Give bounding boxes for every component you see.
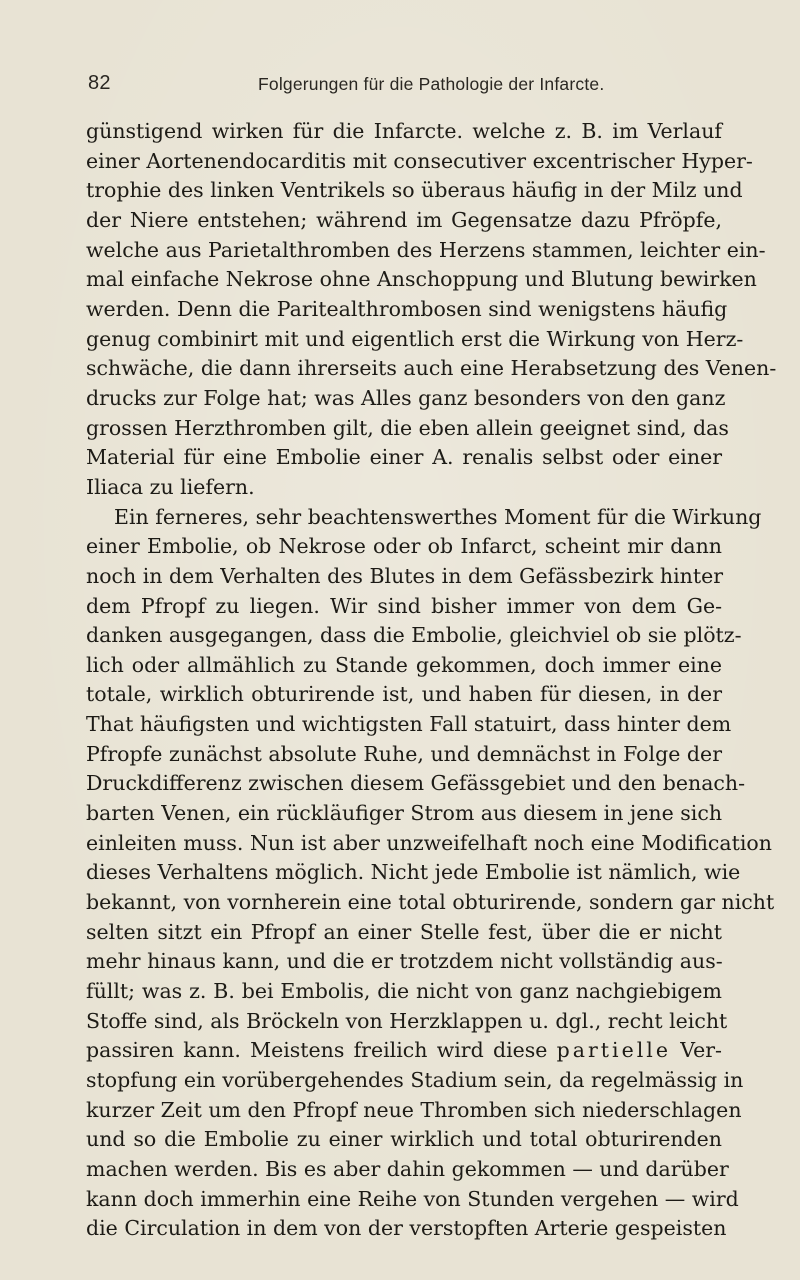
text-line: trophie des linken Ventrikels so überaus häufig in der Milz und (86, 178, 743, 203)
text-line: günstigend wirken für die Infarcte. welche z. B. im Verlauf (86, 119, 722, 143)
text-line: Druckdifferenz zwischen diesem Gefässgebiet und den benach- (86, 771, 746, 796)
spaced-emphasis-word: partielle (556, 1038, 671, 1063)
text-line: Material für eine Embolie einer A. renalis selbst oder einer (86, 445, 722, 470)
text-line: Ein ferneres, sehr beachtenswerthes Moment für die Wirkung (114, 504, 762, 529)
text-line: drucks zur Folge hat; was Alles ganz besonders von den ganz (86, 385, 726, 410)
text-line: und so die Embolie zu einer wirklich und total obturirenden (86, 1127, 722, 1152)
text-line: lich oder allmählich zu Stande gekommen, doch immer eine (86, 652, 722, 677)
text-line: die Circulation in dem von der verstopften Arterie gespeisten (86, 1216, 727, 1241)
text-line: Stoffe sind, als Bröckeln von Herzklappen u. dgl., recht leicht (86, 1008, 728, 1033)
text-line: der Niere entstehen; während im Gegensatze dazu Pfröpfe, (86, 207, 722, 232)
running-head (88, 72, 728, 102)
text-line: kann doch immerhin eine Reihe von Stunden vergehen — wird (86, 1186, 739, 1211)
paragraph-2 (86, 503, 775, 1244)
text-line: kurzer Zeit um den Pfropf neue Thromben sich niederschlagen (86, 1097, 742, 1122)
text-line: stopfung ein vorübergehendes Stadium sein, da regelmässig in (86, 1068, 744, 1092)
text-line: einleiten muss. Nun ist aber unzweifelhaft noch eine Modification (86, 830, 772, 855)
text-line: einer Aortenendocarditis mit consecutiver excentrischer Hyper- (86, 148, 753, 173)
text-segment: Ver- (680, 1038, 722, 1063)
text-line: einer Embolie, ob Nekrose oder ob Infarct, scheint mir dann (86, 534, 722, 559)
text-line: grossen Herzthromben gilt, die eben allein geeignet sind, das (86, 415, 729, 440)
text-line: machen werden. Bis es aber dahin gekommen — und darüber (86, 1156, 729, 1181)
paragraph-1 (86, 117, 777, 503)
running-title: Folgerungen für die Pathologie der Infarcte. (258, 74, 605, 94)
text-line: schwäche, die dann ihrerseits auch eine Herabsetzung des Venen- (86, 356, 777, 381)
text-line: füllt; was z. B. bei Embolis, die nicht von ganz nachgiebigem (86, 979, 722, 1004)
body-text (86, 117, 777, 1244)
text-line: Pfropfe zunächst absolute Ruhe, und demnächst in Folge der (86, 741, 722, 766)
text-line: selten sitzt ein Pfropf an einer Stelle fest, über die er nicht (86, 919, 722, 944)
text-line: welche aus Parietalthromben des Herzens stammen, leichter ein- (86, 237, 766, 262)
text-line: genug combinirt mit und eigentlich erst die Wirkung von Herz- (86, 326, 744, 351)
text-line: mal einfache Nekrose ohne Anschoppung und Blutung bewirken (86, 267, 757, 292)
text-line-with-spaced-word (86, 1036, 722, 1066)
text-line: dem Pfropf zu liegen. Wir sind bisher immer von dem Ge- (86, 593, 722, 618)
text-line: mehr hinaus kann, und die er trotzdem nicht vollständig aus- (86, 949, 723, 974)
text-line: dieses Verhaltens möglich. Nicht jede Embolie ist nämlich, wie (86, 860, 741, 885)
text-line: barten Venen, ein rückläufiger Strom aus diesem in jene sich (86, 801, 723, 826)
text-line: danken ausgegangen, dass die Embolie, gleichviel ob sie plötz- (86, 623, 742, 648)
text-line: werden. Denn die Paritealthrombosen sind wenigstens häufig (86, 296, 728, 321)
text-line: bekannt, von vornherein eine total obturirende, sondern gar nicht (86, 890, 775, 915)
text-line: Iliaca zu liefern. (86, 474, 255, 499)
page-number: 82 (88, 72, 111, 94)
text-segment: passiren kann. Meistens freilich wird diese (86, 1038, 548, 1063)
text-line: That häufigsten und wichtigsten Fall statuirt, dass hinter dem (86, 712, 732, 737)
text-line: totale, wirklich obturirende ist, und haben für diesen, in der (86, 682, 722, 707)
text-line: noch in dem Verhalten des Blutes in dem Gefässbezirk hinter (86, 563, 724, 588)
